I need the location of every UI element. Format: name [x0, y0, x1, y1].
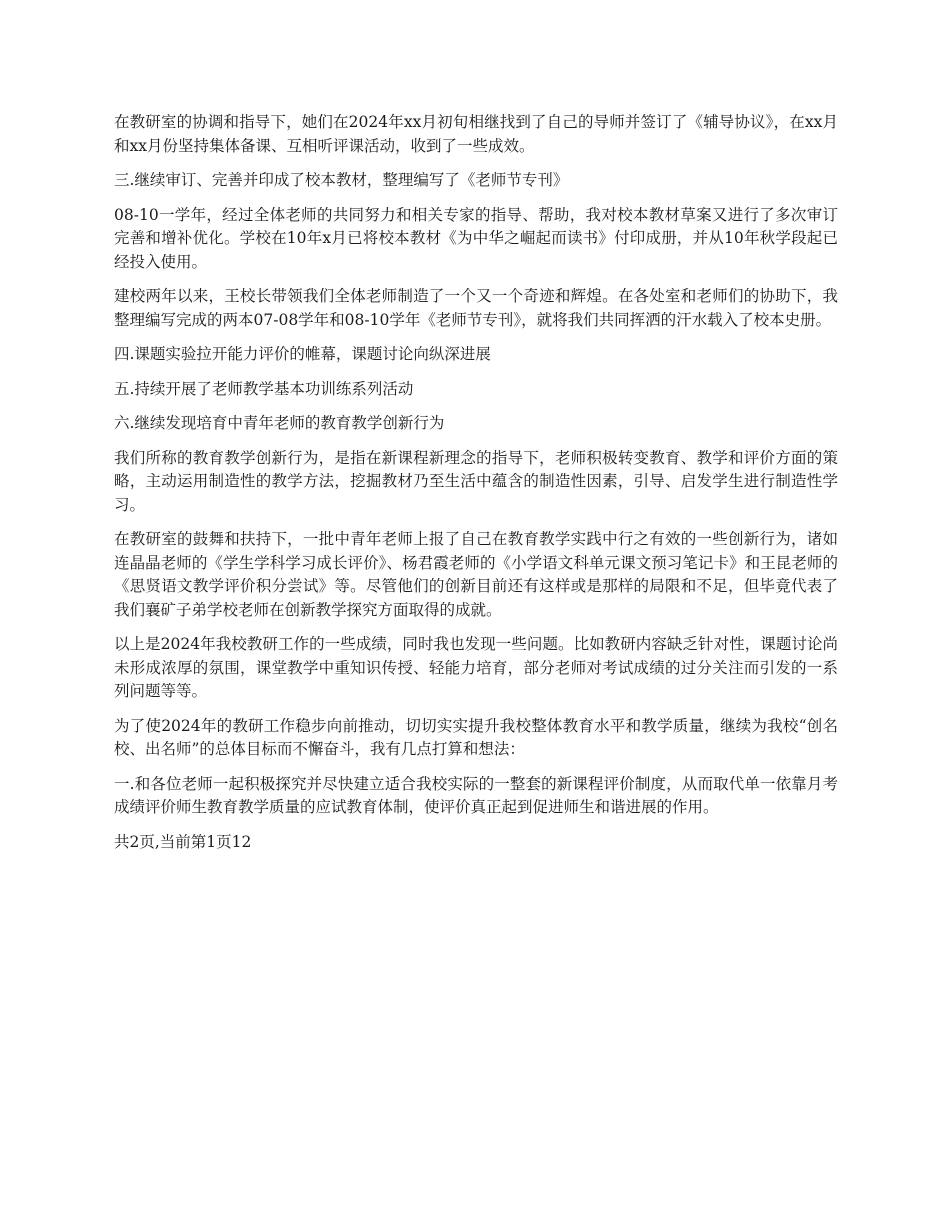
paragraph-innovation-definition: 我们所称的教育教学创新行为，是指在新课程新理念的指导下，老师积极转变教育、教学和评价方面的策略，主动运用制造性的教学方法，挖掘教材乃至生活中蕴含的制造性因素，引导、启发学生进行制造性学习。 — [114, 448, 838, 514]
paragraph-plan-1: 一.和各位老师一起积极探究并尽快建立适合我校实际的一整套的新课程评价制度，从而取代单一依靠月考成绩评价师生教育教学质量的应试教育体制，使评价真正起到促进师生和谐进展的作用。 — [114, 774, 838, 816]
heading-section-5: 五.持续开展了老师教学基本功训练系列活动 — [114, 379, 414, 398]
paragraph-mentor-agreement: 在教研室的协调和指导下，她们在2024年xx月初旬相继找到了自己的导师并签订了《辅导协议》，在xx月和xx月份坚持集体备课、互相听评课活动，收到了一些成效。 — [114, 113, 838, 155]
paragraph-plans-intro: 为了使2024年的教研工作稳步向前推动，切切实实提升我校整体教育水平和教学质量，继续为我校“创名校、出名师”的总体目标而不懈奋斗，我有几点打算和想法： — [114, 716, 838, 758]
heading-section-3: 三.继续审订、完善并印成了校本教材，整理编写了《老师节专刊》 — [114, 171, 569, 189]
page-footer: 共2页,当前第1页12 — [114, 832, 252, 851]
paragraph-teacher-journal: 建校两年以来，王校长带领我们全体老师制造了一个又一个奇迹和辉煌。在各处室和老师们的协助下，我整理编写完成的两本07-08学年和08-10学年《老师节专刊》，就将我们共同挥洒的汗水载入了校本史册。 — [114, 287, 838, 329]
heading-section-6: 六.继续发现培育中青年老师的教育教学创新行为 — [114, 414, 445, 432]
paragraph-innovation-examples: 在教研室的鼓舞和扶持下，一批中青年老师上报了自己在教育教学实践中行之有效的一些创新行为，诸如连晶晶老师的《学生学科学习成长评价》、杨君霞老师的《小学语文科单元课文预习笔记卡》和王昆老师的《思贤语文教学评价积分尝试》等。尽管他们的创新目前还有这样或是那样的局限和不足，但毕竟代表了我们襄矿子弟学校老师在创新教学探究方面取得的成就。 — [114, 530, 838, 619]
heading-section-4: 四.课题实验拉开能力评价的帷幕，课题讨论向纵深进展 — [114, 345, 491, 363]
document-body — [114, 111, 838, 865]
paragraph-textbook-revision: 08-10一学年，经过全体老师的共同努力和相关专家的指导、帮助，我对校本教材草案又进行了多次审订完善和增补优化。学校在10年x月已将校本教材《为中华之崛起而读书》付印成册，并从10年秋学段起已经投入使用。 — [114, 205, 838, 271]
paragraph-problems: 以上是2024年我校教研工作的一些成绩，同时我也发现一些问题。比如教研内容缺乏针对性，课题讨论尚未形成浓厚的氛围，课堂教学中重知识传授、轻能力培育，部分老师对考试成绩的过分关注而引发的一系列问题等等。 — [114, 635, 838, 700]
